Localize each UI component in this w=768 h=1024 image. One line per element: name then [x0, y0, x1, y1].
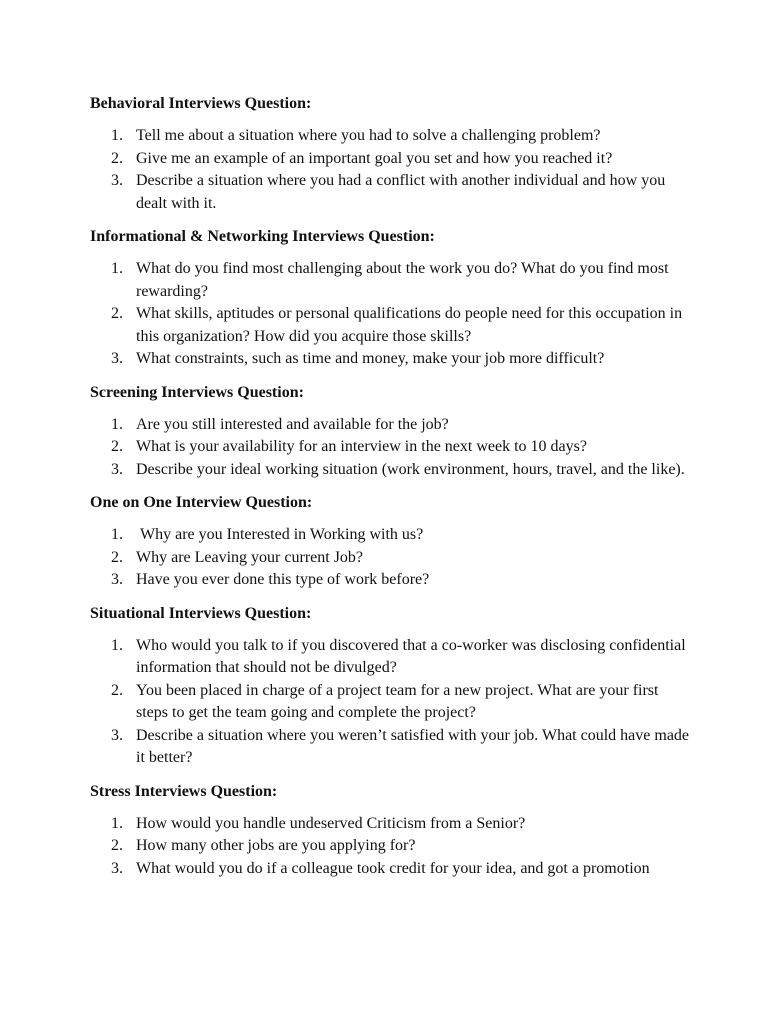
question-item — [90, 148, 690, 171]
question-number: 2. — [111, 438, 123, 455]
section-heading: One on One Interview Question: — [90, 494, 313, 511]
section-heading: Situational Interviews Question: — [90, 604, 312, 622]
question-item — [90, 635, 690, 680]
section-heading: Informational & Networking Interviews Question: — [90, 228, 435, 245]
question-item — [90, 725, 690, 770]
section-stress — [90, 781, 690, 881]
question-item — [90, 858, 690, 881]
question-number: 3. — [111, 571, 123, 588]
question-list — [90, 258, 690, 371]
question-item — [90, 258, 690, 303]
question-item — [90, 125, 690, 148]
question-number: 2. — [111, 149, 123, 167]
question-number: 2. — [111, 305, 123, 322]
question-number: 3. — [111, 460, 123, 478]
section-heading: Screening Interviews Question: — [90, 383, 304, 401]
section-heading: Behavioral Interviews Question: — [90, 95, 312, 112]
question-item — [90, 348, 690, 371]
question-text: What do you find most challenging about the work you do? What do you find most rewarding? — [136, 260, 669, 300]
section-situational — [90, 603, 690, 770]
question-item — [90, 547, 690, 570]
question-item — [90, 170, 690, 215]
question-text: What skills, aptitudes or personal qualifications do people need for this occupation in this organization? How did you acquire those skills? — [136, 305, 683, 345]
question-text: Are you still interested and available for the job? — [136, 415, 449, 433]
question-number: 3. — [111, 350, 123, 367]
question-number: 1. — [111, 814, 123, 832]
question-item — [90, 835, 690, 858]
question-text: You been placed in charge of a project team for a new project. What are your first steps to get the team going and complete the project? — [136, 681, 659, 721]
section-screening — [90, 382, 690, 482]
question-text: Have you ever done this type of work before? — [136, 571, 430, 588]
question-item — [90, 680, 690, 725]
question-text: Give me an example of an important goal you set and how you reached it? — [136, 149, 613, 167]
question-list — [90, 414, 690, 482]
section-one-on-one — [90, 492, 690, 592]
question-item — [90, 303, 690, 348]
document-page — [90, 93, 690, 891]
question-list — [90, 635, 690, 770]
question-number: 2. — [111, 837, 123, 854]
question-text: Why are Leaving your current Job? — [136, 548, 364, 566]
question-item — [90, 524, 690, 547]
question-item — [90, 569, 690, 592]
question-text: Tell me about a situation where you had to solve a challenging problem? — [136, 127, 601, 144]
question-number: 2. — [111, 681, 123, 699]
section-informational-networking — [90, 226, 690, 371]
section-heading: Stress Interviews Question: — [90, 782, 278, 800]
question-list — [90, 125, 690, 215]
question-number: 1. — [111, 636, 123, 654]
question-item — [90, 459, 690, 482]
question-list — [90, 813, 690, 881]
question-item — [90, 813, 690, 836]
question-number: 1. — [111, 260, 123, 277]
question-text: Who would you talk to if you discovered that a co-worker was disclosing confidential information that should not be divulged? — [136, 636, 686, 676]
question-item — [90, 414, 690, 437]
question-number: 1. — [111, 526, 123, 543]
question-number: 3. — [111, 726, 123, 744]
question-text: How would you handle undeserved Criticism from a Senior? — [136, 814, 526, 832]
question-text: How many other jobs are you applying for? — [136, 837, 416, 854]
question-number: 2. — [111, 548, 123, 566]
question-text: Describe a situation where you weren’t satisfied with your job. What could have made it better? — [136, 726, 690, 766]
question-text: Describe your ideal working situation (work environment, hours, travel, and the like). — [136, 460, 685, 478]
question-text: What is your availability for an interview in the next week to 10 days? — [136, 438, 587, 455]
question-list — [90, 524, 690, 592]
section-behavioral — [90, 93, 690, 215]
question-number: 1. — [111, 415, 123, 433]
question-text: Describe a situation where you had a conflict with another individual and how you dealt with it. — [136, 172, 666, 212]
question-text: What would you do if a colleague took credit for your idea, and got a promotion — [136, 859, 650, 877]
question-text: What constraints, such as time and money, make your job more difficult? — [136, 350, 605, 367]
question-number: 3. — [111, 859, 123, 877]
question-number: 1. — [111, 127, 123, 144]
question-number: 3. — [111, 172, 123, 189]
question-item — [90, 436, 690, 459]
question-text: Why are you Interested in Working with us? — [136, 526, 424, 543]
